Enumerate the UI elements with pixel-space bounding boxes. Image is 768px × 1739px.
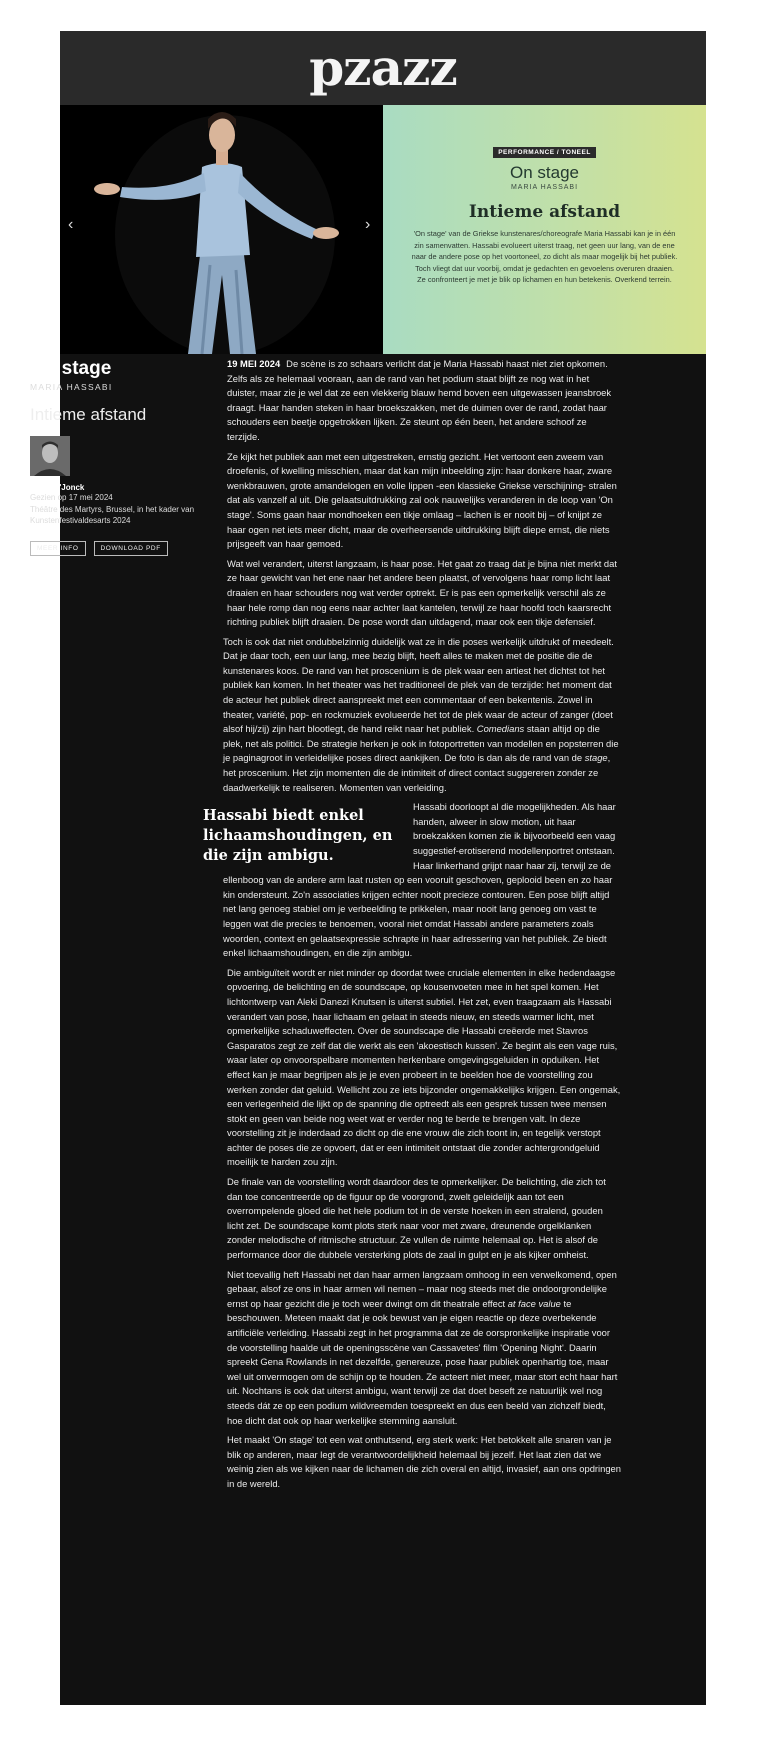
- hero-carousel: [60, 105, 706, 354]
- article-paragraph: Hassabi doorloopt al die mogelijkheden. Als haar handen, alweer in slow motion, uit haar broekzakken komen zie ik bijvoorbeeld een vaag suggestief-erotiserend modellenportret ontstaan. Haar linkerhand grijpt naar haar zij, terwijl ze de ellenboog van de andere arm laat rusten op een vooruit geschoven, geplooid been en zo haar kin ondersteunt. Zo'n associaties krijgen echter nooit precieze contouren. Een pose blijft altijd net lang genoeg stabiel om je verbeelding te prikkelen, maar nooit lang genoeg om vast te leggen wat die precies te benoemen, vooral niet omdat Hassabi andere parameters zoals woorden, context en gelaatsexpressie schrapte in haar adressering van het publiek. Ze biedt enkel lichaamshoudingen, en die zijn ambigu.: [223, 801, 616, 959]
- article-paragraph: [227, 1268, 622, 1429]
- emphasis: at face value: [507, 1297, 561, 1309]
- paragraph-text: De scène is zo schaars verlicht dat je Maria Hassabi haast niet ziet opkomen. Zelfs als ze helemaal vooraan, aan de rand van het podium staat blijft ze nog wat in het duister, maar zie je wel dat ze een vlekkerig blauw hemd boven een uitgewassen jeansbroek draagt. Haar handen steken in haar broekszakken, met de duimen over de rand, zodat haar schouders een beetje opgetrokken lijken. Ze steunt op één been, het andere schoof ze terzijde.: [227, 358, 612, 442]
- hero-author: MARIA HASSABI: [510, 184, 579, 191]
- carousel-next-button[interactable]: ›: [365, 216, 371, 233]
- carousel-prev-button[interactable]: ‹: [68, 216, 74, 233]
- seen-date: Gezien op 17 mei 2024: [30, 493, 113, 502]
- paragraph-text: , het proscenium. Het zijn momenten die de intimiteit of direct contact suggereren zonder ze daadwerkelijk te realiseren. Momenten van verleiding.: [223, 752, 611, 793]
- article-paragraph: [227, 357, 622, 445]
- reviewer-avatar[interactable]: [30, 436, 70, 476]
- article-paragraph: [223, 635, 622, 796]
- hero-summary-panel: [383, 105, 706, 354]
- performer-image: [60, 105, 383, 354]
- pull-quote: Hassabi biedt enkel lichaamshoudingen, en die zijn ambigu.: [203, 807, 393, 865]
- article-paragraph: Wat wel verandert, uiterst langzaam, is haar pose. Het gaat zo traag dat je bijna niet merkt dat ze haar gewicht van het ene naar het andere been plaatst, of vervolgens haar romp licht laat draaien en haar schouders nog wat verder optrekt. Er is pas een opmerkelijk verschil als ze haar hele romp dan nog eens naar achter laat kantelen, terwijl ze haar hoofd toch kaarsrecht richting publiek blijft draaien. De pose wordt dan uitdagend, maar ook een tikje defensief.: [227, 557, 617, 628]
- site-header: [60, 31, 706, 105]
- hero-title: On stage: [510, 163, 579, 182]
- venue-info: Théâtre des Martyrs, Brussel, in het kader van Kunstenfestivaldesarts 2024: [30, 504, 195, 525]
- article-paragraph: Die ambiguïteit wordt er niet minder op doordat twee cruciale elementen in elke hedendaagse opvoering, de belichting en de soundscape, op kousenvoeten mee in het spel komen. Het lichtontwerp van Aleki Danezi Knutsen is uiterst subtiel. Het zet, even traagzaam als Hassabi verandert van pose, haar lichaam en gelaat in steeds nieuw, en steeds warmer licht, met opmerkelijke schaduweffecten. Over de soundscape die Hassabi creëerde met Stavros Gasparatos zegt ze zelf dat die werkt als een 'akoestisch kussen'. Ze begint als een vage ruis, waar later op onvoorspelbare momenten herkenbare omgevingsgeluiden in opduiken. Het effect kan je maar begrijpen als je je even probeert in te beelden hoe de voorstelling zou werken zonder dat geluid. Wellicht zou ze iets bijzonder ongemakkelijks krijgen. Een ongemak, een verlegenheid die lijkt op de spanning die optreedt als een gesprek tussen twee mensen stokt en geen van beide nog weet wat er verder nog te berde te brengen valt. In deze voorstelling zit je inderdaad zo dicht op die ene vrouw die zich toont in, en tegelijk verstopt achter de poses die ze opvoert, dat er een intimiteit ontstaat die zonder achtergrondgeluid moeilijk te harden zou zijn.: [227, 966, 621, 1168]
- paragraph-text: staan altijd op die plek, net als politici. De strategie herken je ook in fotoportretten van modellen en popsterren die je paginagroot in verleidelijke poses direct aankijken. De foto is dan als de rand van de: [223, 723, 619, 764]
- more-info-button[interactable]: MEER INFO: [30, 541, 86, 556]
- emphasis: stage: [584, 752, 608, 764]
- paragraph-text: Niet toevallig heft Hassabi net dan haar armen langzaam omhoog in een verwelkomend, open gebaar, alsof ze ons in haar armen wil nemen – maar nog steeds met die ondoorgrondelijke ernst op haar gezicht die je toch weer dwingt om dit theatrale effect: [227, 1268, 617, 1309]
- category-badge[interactable]: PERFORMANCE / TONEEL: [493, 147, 596, 158]
- article-body: [203, 357, 622, 1497]
- hero-photo: [60, 105, 383, 354]
- show-title: On stage: [30, 358, 112, 379]
- hero-headline: Intieme afstand: [468, 202, 621, 222]
- article-paragraph: Het maakt 'On stage' tot een wat onthutsend, erg sterk werk: Het betokkelt alle snaren van je blik op anderen, maar legt de verantwoordelijkheid helemaal bij jezelf. Het laat zien dat we weinig zien als we kijken naar de lichamen die zich overal en altijd, invasief, aan ons opdringen in de wereld.: [227, 1434, 621, 1489]
- reviewer-photo: [30, 436, 70, 476]
- article-date: 19 MEI 2024: [227, 358, 281, 369]
- show-author: MARIA HASSABI: [30, 382, 113, 392]
- site-logo[interactable]: pzazz: [309, 38, 457, 97]
- paragraph-text: te beschouwen. Meteen maakt dat je ook bewust van je eigen reactie op deze overbekende artificiële verleiding. Hassabi zegt in het programma dat ze de oorspronkelijke inspiratie voor de voorstelling haalde uit de openingsscène van Cassavetes' film 'Opening Night'. Daarin spreekt Gena Rowlands in net dezelfde, genereuze, pose haar publiek openhartig toe, maar wel uit onvermogen om de schijn op te houden. Ze acteert niet meer, maar stort echt haar hart uit. Nochtans is ook dat uiterst ambigu, want terwijl ze dat doet beseft ze natuurlijk wel nog steeds dát ze op een podium wildvreemden toespreekt en dus een beeld van zichzelf biedt, hoe dicht dat ook op haar werkelijke stemming aansluit.: [227, 1297, 618, 1426]
- review-sidebar: [30, 358, 200, 556]
- download-pdf-button[interactable]: DOWNLOAD PDF: [94, 541, 168, 556]
- paragraph-text: Toch is ook dat niet ondubbelzinnig duidelijk wat ze in die poses werkelijk uitdrukt of meedeelt. Dat je daar toch, een uur lang, mee bezig blijft, heeft alles te maken met de positie die de kunstenares koos. De rand van het proscenium is de plek waar een artiest het dichtst tot het publiek kan komen. In het theater was het traditioneel de plek van de terzijde: het moment dat de acteur het publiek direct aanspreekt met een commentaar of een bekentenis. Zowel in theater, variété, pop- en rockmuziek evolueerde het tot de plek waar de acteur of zanger (doet alsof hij/zij) zijn hart blootlegt, de hand reikt naar het publiek.: [223, 635, 614, 735]
- hero-lead: 'On stage' van de Griekse kunstenares/choreografe Maria Hassabi kan je in één zin samenvatten. Hassabi evolueert uiterst traag, net geen uur lang, van de ene naar de andere pose op het voortoneel, zo dicht als maar mogelijk bij het publiek. Toch vliegt dat uur voorbij, omdat je gedachten en gevoelens overuren draaien. Ze confronteert je met je blik op lichamen en hun betekenis. Overkend terrein.: [411, 229, 678, 285]
- article-paragraph: De finale van de voorstelling wordt daardoor des te opmerkelijker. De belichting, die zich tot dan toe concentreerde op de figuur op de voorgrond, zwelt geleidelijk aan tot een overrompelende gloed die het hele podium tot in de verste hoeken in een stralend, gouden licht zet. De soundscape komt plots sterk naar voor met zware, dreunende orgelklanken zonder melodische of ritmische structuur. Ze vullen de ruimte helemaal op. Het is alsof de performance door die dubbele versterking plots de zaal in gulpt en je als kijker omheist.: [227, 1176, 606, 1261]
- emphasis: Comedians: [476, 723, 525, 735]
- reviewer-name[interactable]: Pieter T'Jonck: [30, 483, 85, 492]
- review-headline: Intieme afstand: [30, 405, 147, 424]
- article-paragraph: Ze kijkt het publiek aan met een uitgestreken, ernstig gezicht. Het vertoont een zweem van droefenis, of kwelling misschien, maar dat kan mijn inbeelding zijn: haar donkere haar, zware wenkbrauwen, grote amandelogen en volle lippen -een klassieke Griekse verschijning- stralen dat als vanzelf al uit. Die gelaatsuitdrukking zal ook nauwelijks veranderen in de loop van 'On stage'. Soms gaan haar mondhoeken een tikje omlaag – lachen is er nooit bij – of knijpt ze haar ogen net iets meer dicht, maar de overheersende uitdrukking blijft diepe ernst, die niets prijsgeeft van haar gemoed.: [227, 450, 617, 550]
